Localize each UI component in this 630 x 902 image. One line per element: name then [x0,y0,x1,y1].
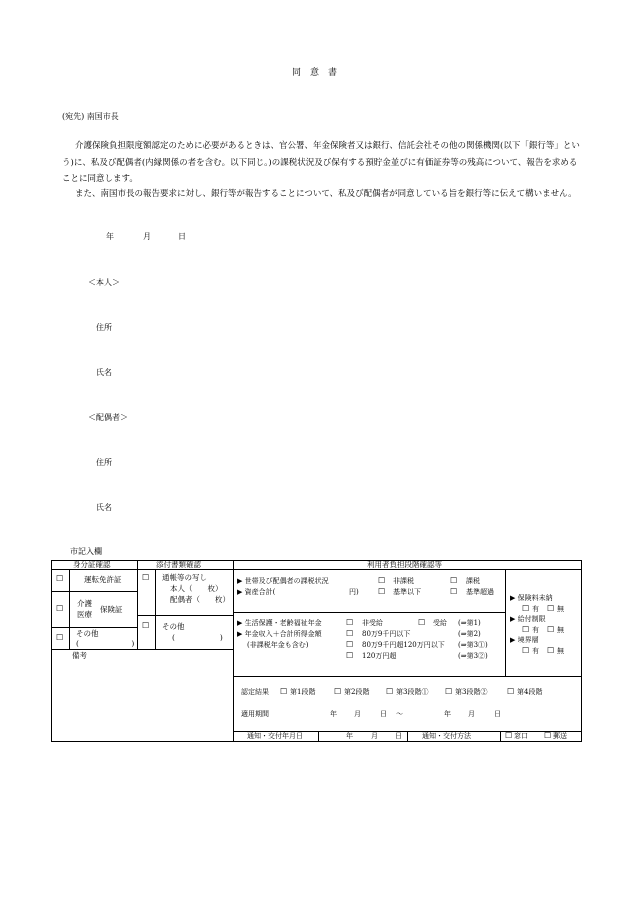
over-1.2m-checkbox[interactable]: ☐ [346,651,354,660]
level3b-label: 第3段階② [455,688,488,696]
period-start-day: 日 [380,710,387,718]
over-standard-checkbox[interactable]: ☐ [450,587,458,596]
id-other-label: その他 [76,629,99,638]
recipient-label: 受給 [433,619,447,627]
level2-label: 第2段階 [344,688,370,696]
id-other-checkbox[interactable]: ☐ [56,633,64,642]
pension-income-note: (非課税年金も含む) [247,641,309,649]
insurance-card-label: 保険証 [100,605,123,614]
principal-sheets-label: 本人（ 枚） [170,584,223,593]
date-month: 月 [143,232,151,241]
under-809k-label: 80万9千円以下 [362,630,411,638]
non-recipient-checkbox[interactable]: ☐ [346,618,354,627]
consent-paragraph-2: また、南国市長の報告要求に対し、銀行等が報告することについて、私及び配偶者が同意している旨を銀行等に伝えて構いません。 [75,189,577,199]
notice-month: 月 [371,732,378,740]
header-burden-level: 利用者負担段階確認等 [367,560,442,569]
id-other-field[interactable]: ( ) [76,639,135,648]
over-1.2m-label: 120万円超 [362,652,397,660]
over-standard-label: 基準超過 [466,588,494,596]
period-end-year: 年 [444,710,451,718]
unpaid-no-label: 無 [557,605,564,613]
taxed-label: 課税 [466,577,480,585]
passbook-copy-label: 通帳等の写し [162,573,207,582]
tax-status-label: ▶ 世帯及び配偶者の課税状況 [237,577,329,585]
level4-checkbox[interactable]: ☐ [507,687,515,696]
arrow-level-3b: (⇒第3②) [458,652,488,660]
mail-checkbox[interactable]: ☐ [544,731,552,740]
principal-address-label: 住所 [96,323,112,332]
below-standard-checkbox[interactable]: ☐ [378,587,386,596]
boundary-yes-label: 有 [532,647,539,655]
period-start-month: 月 [354,710,361,718]
nontax-label: 非課税 [393,577,414,585]
passbook-checkbox[interactable]: ☐ [142,573,150,582]
level3a-label: 第3段階① [396,688,429,696]
notice-date-label: 通知・交付年月日 [247,732,303,740]
limit-no-label: 無 [557,626,564,634]
pension-income-label: ▶ 年金収入＋合計所得金額 [237,630,322,638]
period-start-year: 年 [330,710,337,718]
header-attachment-check: 添付書類確認 [156,560,201,569]
limit-yes-checkbox[interactable]: ☐ [522,625,530,634]
unpaid-yes-label: 有 [532,605,539,613]
document-title: 同 意 書 [292,68,338,78]
arrow-level-1: (⇒第1) [458,619,481,627]
arrow-level-2: (⇒第2) [458,630,481,638]
principal-heading: ＜本人＞ [88,278,120,287]
level3a-checkbox[interactable]: ☐ [386,687,394,696]
insurance-type-care: 介護 [77,599,92,608]
boundary-no-checkbox[interactable]: ☐ [547,646,555,655]
insurance-card-checkbox[interactable]: ☐ [56,604,64,613]
non-recipient-label: 非受給 [362,619,383,627]
809k-to-1.2m-checkbox[interactable]: ☐ [346,640,354,649]
spouse-sheets-label: 配偶者（ 枚） [170,595,230,604]
period-tilde: ～ [396,710,403,718]
addressee: (宛先) 南国市長 [62,112,119,121]
boundary-no-label: 無 [557,647,564,655]
period-end-day: 日 [494,710,501,718]
benefit-limit-label: ▶ 給付制限 [510,615,546,623]
period-label: 適用期間 [241,710,269,718]
recipient-checkbox[interactable]: ☐ [418,618,426,627]
under-809k-checkbox[interactable]: ☐ [346,629,354,638]
asset-total-yen: 円) [349,588,359,596]
taxed-checkbox[interactable]: ☐ [450,576,458,585]
809k-to-1.2m-label: 80万9千円超120万円以下 [362,641,445,649]
date-day: 日 [178,232,186,241]
license-checkbox[interactable]: ☐ [56,574,64,583]
level3b-checkbox[interactable]: ☐ [445,687,453,696]
spouse-name-label: 氏名 [96,503,112,512]
date-year: 年 [106,232,114,241]
limit-no-checkbox[interactable]: ☐ [547,625,555,634]
nontax-checkbox[interactable]: ☐ [378,576,386,585]
level1-checkbox[interactable]: ☐ [280,687,288,696]
notice-year: 年 [346,732,353,740]
window-checkbox[interactable]: ☐ [505,731,513,740]
unpaid-no-checkbox[interactable]: ☐ [547,604,555,613]
attach-other-label: その他 [162,622,185,631]
consent-paragraph-1: 介護保険負担限度額認定のために必要があるときは、官公署、年金保険者又は銀行、信託会社その他の関係機関(以下「銀行等」という)に、私及び配偶者(内縁関係の者を含む。以下同じ。)の課税状況及び保有する預貯金並びに有価証券等の残高について、報告を求めることに同意します。 [62,141,580,184]
boundary-yes-checkbox[interactable]: ☐ [522,646,530,655]
notice-method-label: 通知・交付方法 [422,732,471,740]
header-id-check: 身分証確認 [73,560,111,569]
limit-yes-label: 有 [532,626,539,634]
principal-name-label: 氏名 [96,368,112,377]
window-label: 窓口 [514,732,528,740]
below-standard-label: 基準以下 [393,588,421,596]
attach-other-field[interactable]: ( ) [172,633,223,642]
level2-checkbox[interactable]: ☐ [334,687,342,696]
arrow-level-3a: (⇒第3①) [458,641,488,649]
remarks-label: 備考 [72,651,87,660]
spouse-address-label: 住所 [96,458,112,467]
attach-other-checkbox[interactable]: ☐ [142,621,150,630]
office-use-label: 市記入欄 [70,547,102,556]
boundary-label: ▶ 境界層 [510,636,539,644]
notice-day: 日 [395,732,402,740]
unpaid-premium-label: ▶ 保険料未納 [510,594,553,602]
level1-label: 第1段階 [290,688,316,696]
drivers-license-label: 運転免許証 [84,575,122,584]
level4-label: 第4段階 [517,688,543,696]
period-end-month: 月 [468,710,475,718]
welfare-pension-label: ▶ 生活保護・老齢福祉年金 [237,619,322,627]
spouse-heading: ＜配偶者＞ [88,413,128,422]
asset-total-label: ▶ 資産合計( [237,588,276,596]
result-label: 認定結果 [241,688,269,696]
insurance-type-medical: 医療 [77,610,92,619]
mail-label: 郵送 [553,732,567,740]
unpaid-yes-checkbox[interactable]: ☐ [522,604,530,613]
